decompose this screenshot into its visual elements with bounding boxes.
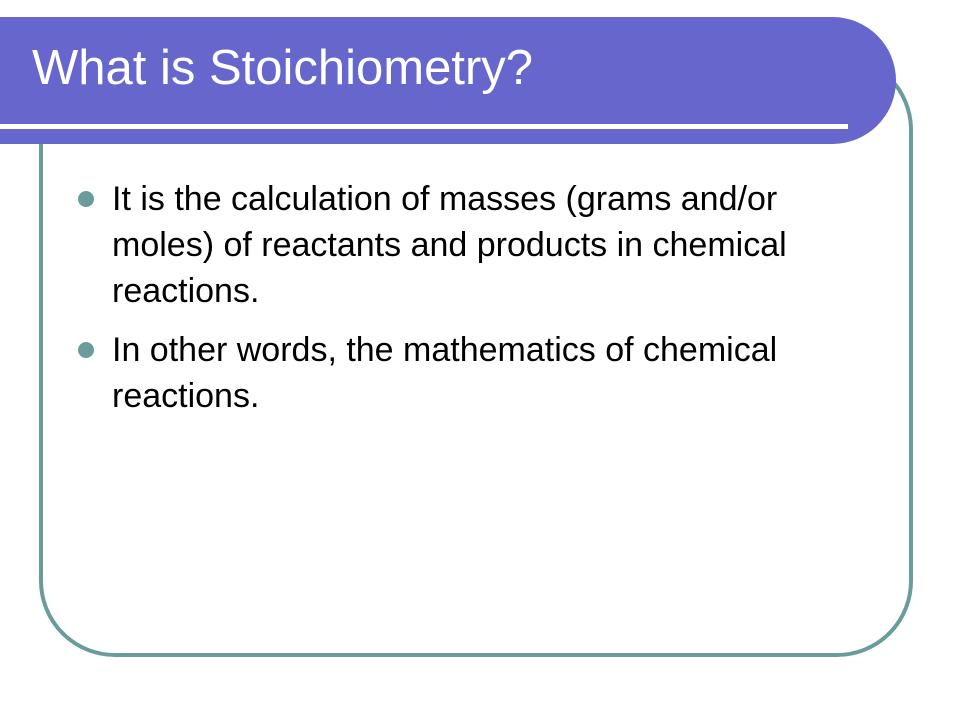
slide-title: What is Stoichiometry? bbox=[32, 41, 534, 95]
title-underline-rule bbox=[0, 124, 848, 129]
bullet-list bbox=[78, 176, 878, 432]
bullet-text-1: It is the calculation of masses (grams and/or moles) of reactants and products in chemical reactions. bbox=[112, 180, 787, 310]
bullet-dot-icon bbox=[78, 342, 94, 358]
bullet-item-2 bbox=[78, 327, 878, 419]
bullet-text-2: In other words, the mathematics of chemical reactions. bbox=[112, 331, 778, 415]
bullet-item-1 bbox=[78, 176, 878, 314]
bullet-dot-icon bbox=[78, 191, 94, 207]
